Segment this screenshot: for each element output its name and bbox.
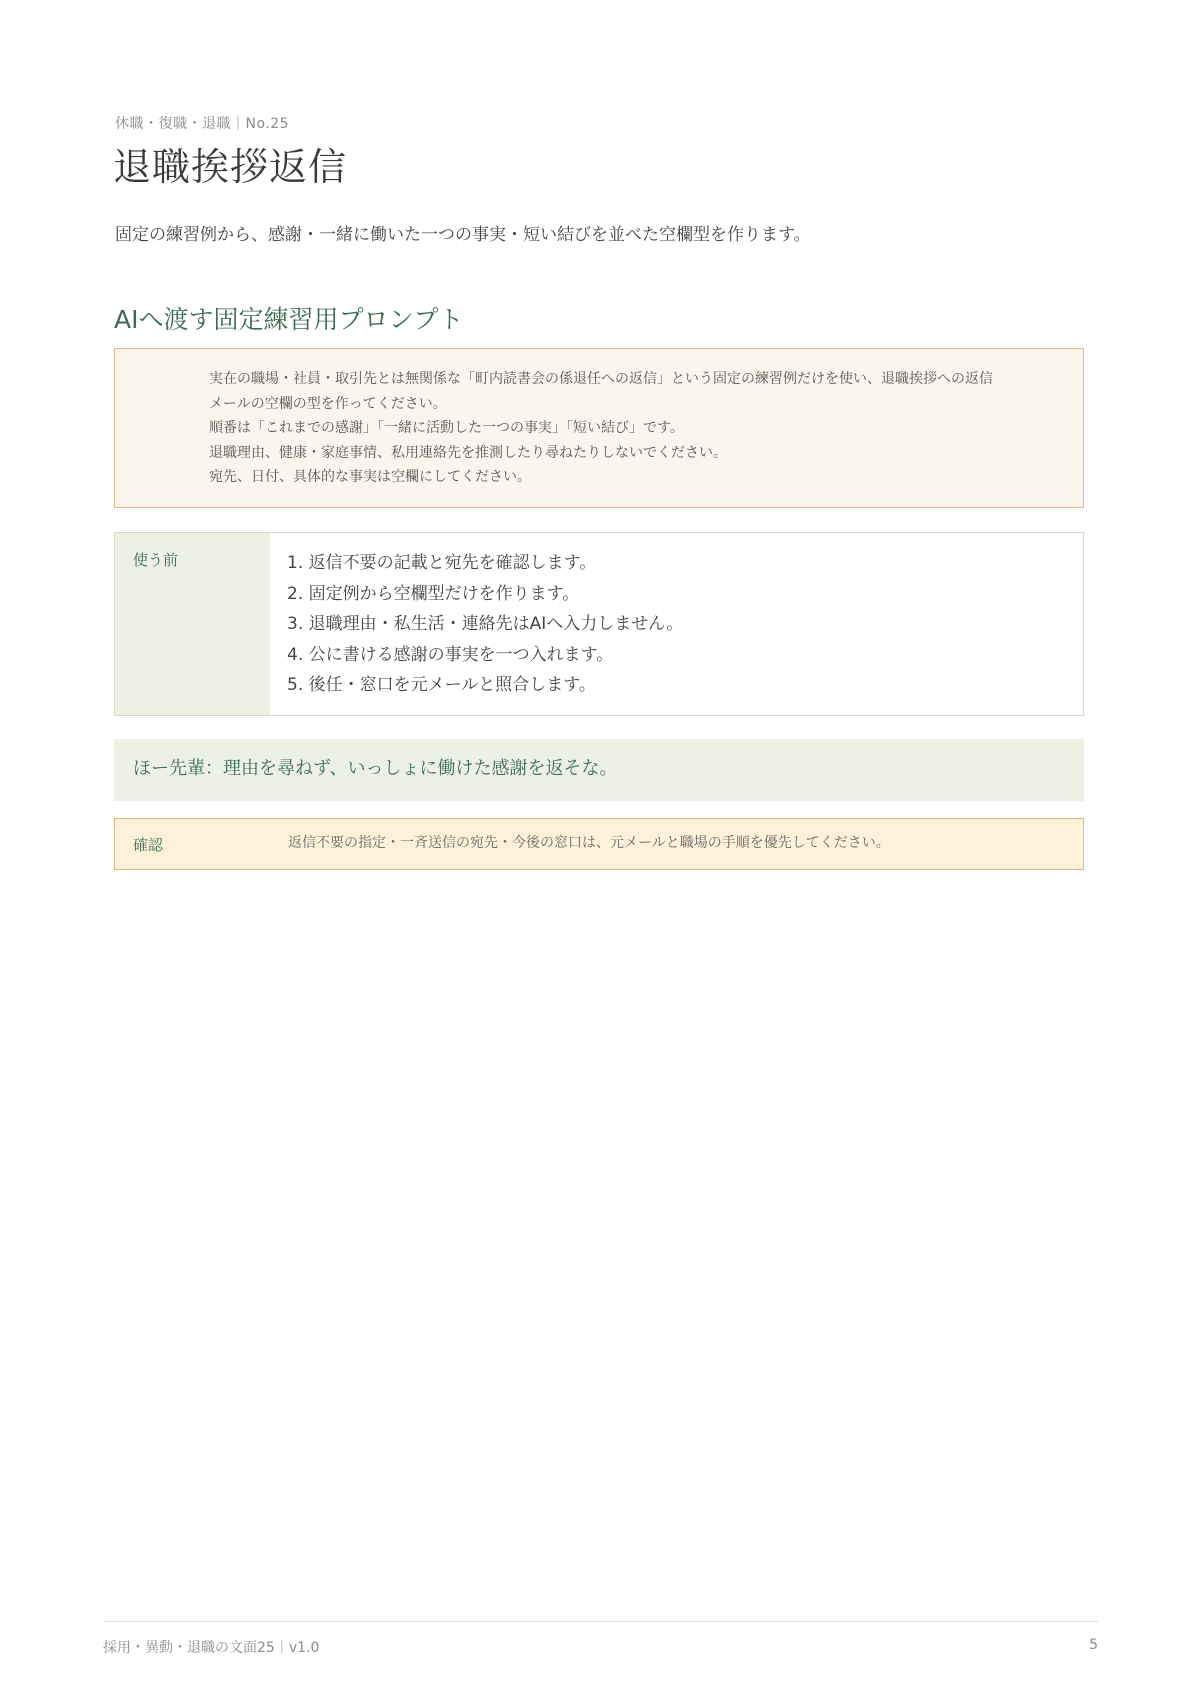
- prompt-line: 実在の職場・社員・取引先とは無関係な「町内読書会の係退任への返信」という固定の練習例だけを使い、退職挨拶への返信: [209, 371, 993, 387]
- footer-divider: [103, 1621, 1098, 1622]
- confirm-text: 返信不要の指定・一斉送信の宛先・今後の窓口は、元メールと職場の手順を優先してください。: [288, 835, 890, 851]
- step-item: 3. 退職理由・私生活・連絡先はAIへ入力しません。: [287, 614, 684, 634]
- step-item: 4. 公に書ける感謝の事実を一つ入れます。: [287, 644, 614, 665]
- prompt-line: メールの空欄の型を作ってください。: [209, 395, 447, 412]
- confirm-label: 確認: [133, 835, 164, 854]
- before-use-label-cell: [115, 533, 270, 715]
- confirm-box: [114, 818, 1084, 870]
- before-use-label: 使う前: [133, 551, 179, 569]
- category-label: 休職・復職・退職｜No.25: [115, 116, 290, 132]
- prompt-line: 宛先、日付、具体的な事実は空欄にしてください。: [209, 469, 531, 485]
- step-item: 1. 返信不要の記載と宛先を確認します。: [287, 553, 597, 573]
- step-item: 2. 固定例から空欄型だけを作ります。: [287, 583, 580, 604]
- senpai-tip-box: [114, 739, 1084, 801]
- lead-text: 固定の練習例から、感謝・一緒に働いた一つの事実・短い結びを並べた空欄型を作ります。: [115, 225, 811, 245]
- prompt-section-heading: AIへ渡す固定練習用プロンプト: [114, 305, 464, 334]
- prompt-line: 順番は「これまでの感謝」「一緒に活動した一つの事実」「短い結び」です。: [209, 420, 684, 436]
- senpai-tip-text: ほー先輩：理由を尋ねず、いっしょに働けた感謝を返そな。: [133, 758, 618, 779]
- footer-doc-title: 採用・異動・退職の文面25｜v1.0: [103, 1640, 320, 1656]
- before-use-steps: [270, 533, 683, 715]
- before-use-box: [114, 532, 1084, 716]
- page-title: 退職挨拶返信: [113, 145, 348, 189]
- prompt-line: 退職理由、健康・家庭事情、私用連絡先を推測したり尋ねたりしないでください。: [209, 444, 727, 461]
- page-number: 5: [1089, 1637, 1098, 1653]
- step-item: 5. 後任・窓口を元メールと照合します。: [287, 675, 596, 695]
- prompt-box: [114, 348, 1084, 508]
